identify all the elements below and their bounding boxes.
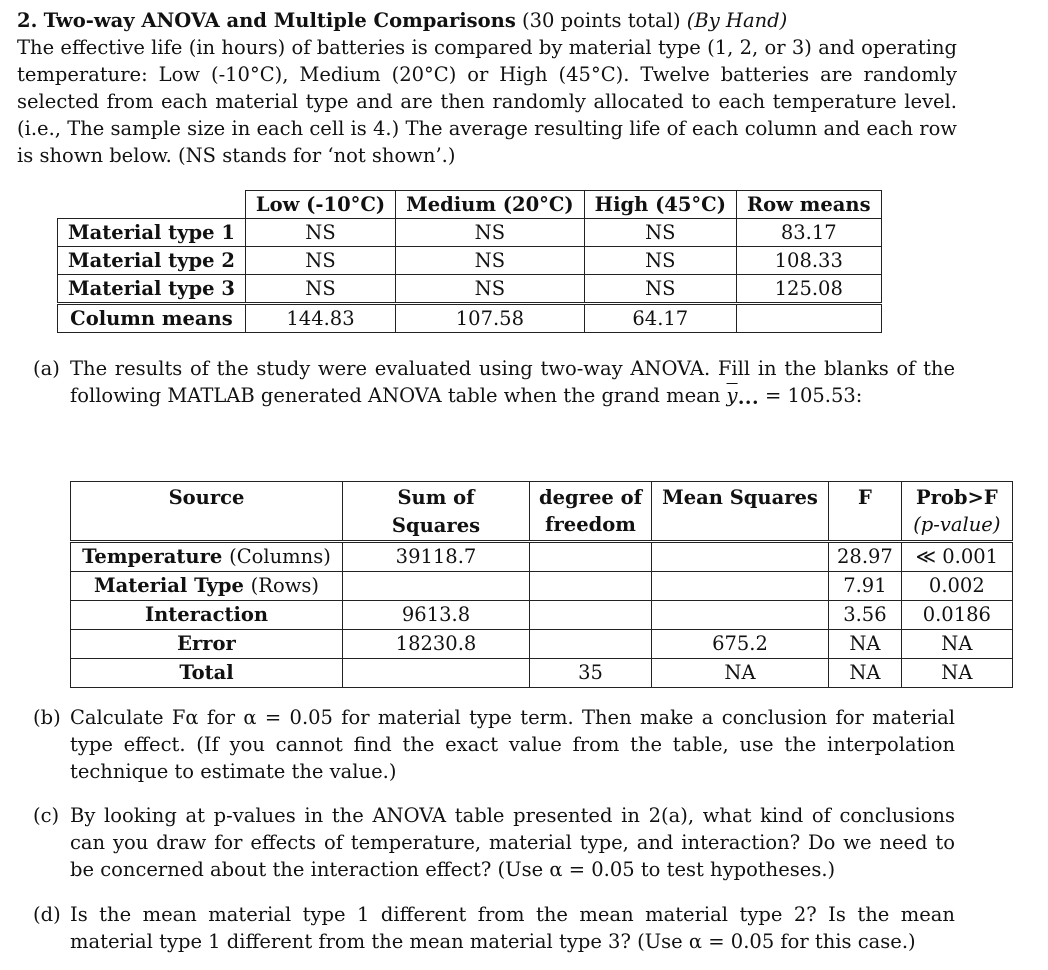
anova-row-interaction xyxy=(71,601,1013,630)
anova-ms-cell: NA xyxy=(652,659,829,688)
anova-source-name: Material Type xyxy=(93,574,244,597)
means-cell: NS xyxy=(584,247,736,275)
anova-source-name: Total xyxy=(179,661,234,684)
means-row-material-3 xyxy=(58,275,882,304)
part-d-label: (d) xyxy=(33,903,61,926)
anova-header-df-line1: degree of xyxy=(539,486,642,509)
column-mean-cell: 144.83 xyxy=(245,304,395,333)
anova-header-df-line2: freedom xyxy=(545,513,636,536)
problem-mode: (By Hand) xyxy=(686,9,788,32)
problem-intro xyxy=(17,34,957,169)
part-a-paragraph xyxy=(70,355,955,417)
anova-p-cell: NA xyxy=(901,659,1012,688)
means-corner-cell xyxy=(58,191,246,219)
means-row-label: Material type 3 xyxy=(58,275,246,304)
column-means-label: Column means xyxy=(58,304,246,333)
anova-ss-cell xyxy=(343,659,530,688)
intro-paragraph: The effective life (in hours) of batteries is compared by material type (1, 2, or 3) and operating temperature: Low (-10°C), Medium (20°C) or High (45°C). Twelve batteries are randomly selected from each material type and are then randomly allocated to each temperature level. (i.e., The sample size in each cell is 4.) The average resulting life of each column and each row is shown below. (NS stands for ‘not shown’.) xyxy=(17,36,957,167)
anova-header-row xyxy=(71,482,1013,542)
anova-source-name: Interaction xyxy=(144,603,269,626)
means-header-row-means: Row means xyxy=(736,191,881,219)
means-cell: NS xyxy=(584,275,736,304)
part-d-paragraph: Is the mean material type 1 different from the mean material type 2? Is the mean material type 1 different from the mean material type 3? (Use α = 0.05 for this case.) xyxy=(70,903,955,953)
part-c-paragraph: By looking at p-values in the ANOVA table presented in 2(a), what kind of conclusions can you draw for effects of temperature, material type, and interaction? Do we need to be concerned about the interaction effect? (Use α = 0.05 to test hypotheses.) xyxy=(70,804,955,881)
means-cell: NS xyxy=(396,247,585,275)
anova-table xyxy=(70,481,1013,688)
problem-title: Two-way ANOVA and Multiple Comparisons xyxy=(43,9,516,32)
anova-header-prob-line2: (p-value) xyxy=(913,513,1001,536)
means-cell: NS xyxy=(245,219,395,247)
part-b-label: (b) xyxy=(33,706,61,729)
means-table xyxy=(57,190,882,333)
means-cell: NS xyxy=(396,219,585,247)
anova-header-df xyxy=(530,482,652,542)
anova-p-cell: 0.002 xyxy=(901,572,1012,601)
anova-source-name: Temperature xyxy=(82,545,223,568)
anova-ms-cell: 675.2 xyxy=(652,630,829,659)
means-header-low: Low (-10°C) xyxy=(245,191,395,219)
anova-source-name: Error xyxy=(177,632,236,655)
anova-header-prob-line1: Prob>F xyxy=(915,486,998,509)
anova-row-error xyxy=(71,630,1013,659)
means-cell: NS xyxy=(245,275,395,304)
means-cell: NS xyxy=(584,219,736,247)
means-row-material-1 xyxy=(58,219,882,247)
column-mean-cell: 107.58 xyxy=(396,304,585,333)
problem-points: (30 points total) xyxy=(522,9,681,32)
anova-header-ms: Mean Squares xyxy=(652,482,829,542)
column-mean-cell xyxy=(736,304,881,333)
anova-f-cell: 7.91 xyxy=(829,572,902,601)
anova-f-cell: NA xyxy=(829,630,902,659)
part-c-body xyxy=(70,802,955,883)
anova-ms-cell xyxy=(652,542,829,572)
column-mean-cell: 64.17 xyxy=(584,304,736,333)
anova-row-total xyxy=(71,659,1013,688)
means-header-row xyxy=(58,191,882,219)
anova-df-cell: 35 xyxy=(530,659,652,688)
anova-source-paren: (Columns) xyxy=(229,545,331,568)
anova-ss-cell: 18230.8 xyxy=(343,630,530,659)
anova-row-material xyxy=(71,572,1013,601)
anova-source-paren: (Rows) xyxy=(250,574,320,597)
anova-ss-cell xyxy=(343,572,530,601)
means-cell-row-mean: 125.08 xyxy=(736,275,881,304)
means-row-label: Material type 2 xyxy=(58,247,246,275)
means-row-column-means xyxy=(58,304,882,333)
anova-source-cell xyxy=(71,572,343,601)
anova-source-cell xyxy=(71,601,343,630)
means-header-medium: Medium (20°C) xyxy=(396,191,585,219)
part-a-text-after: = 105.53: xyxy=(758,384,863,407)
part-b-body xyxy=(70,704,955,785)
part-d-body xyxy=(70,901,955,955)
anova-row-temperature xyxy=(71,542,1013,572)
anova-source-cell xyxy=(71,630,343,659)
grand-mean-symbol: $\overline{y}$ xyxy=(726,384,738,407)
anova-header-f: F xyxy=(829,482,902,542)
anova-ss-cell: 9613.8 xyxy=(343,601,530,630)
anova-header-prob xyxy=(901,482,1012,542)
means-cell: NS xyxy=(245,247,395,275)
anova-f-cell: NA xyxy=(829,659,902,688)
problem-number: 2. xyxy=(17,9,38,32)
anova-header-ss: Sum of Squares xyxy=(343,482,530,542)
part-b-paragraph: Calculate Fα for α = 0.05 for material type term. Then make a conclusion for material type effect. (If you cannot find the exact value from the table, use the interpolation technique to estimate the value.) xyxy=(70,706,955,783)
means-cell-row-mean: 108.33 xyxy=(736,247,881,275)
anova-ms-cell xyxy=(652,601,829,630)
anova-header-source: Source xyxy=(71,482,343,542)
means-header-high: High (45°C) xyxy=(584,191,736,219)
part-a-label: (a) xyxy=(33,357,60,380)
anova-ms-cell xyxy=(652,572,829,601)
means-row-material-2 xyxy=(58,247,882,275)
means-cell-row-mean: 83.17 xyxy=(736,219,881,247)
anova-source-cell xyxy=(71,659,343,688)
anova-p-cell: NA xyxy=(901,630,1012,659)
anova-df-cell xyxy=(530,601,652,630)
anova-f-cell: 3.56 xyxy=(829,601,902,630)
part-a-text xyxy=(70,355,955,417)
part-c-label: (c) xyxy=(33,804,60,827)
means-row-label: Material type 1 xyxy=(58,219,246,247)
anova-p-cell: 0.0186 xyxy=(901,601,1012,630)
part-a-text-before: The results of the study were evaluated using two-way ANOVA. Fill in the blanks of the following MATLAB generated ANOVA table when the grand mean xyxy=(70,357,955,407)
anova-source-cell xyxy=(71,542,343,572)
grand-mean-subscript: ••• xyxy=(737,395,759,410)
anova-df-cell xyxy=(530,630,652,659)
problem-heading xyxy=(17,7,962,34)
anova-ss-cell: 39118.7 xyxy=(343,542,530,572)
anova-df-cell xyxy=(530,572,652,601)
anova-p-cell: ≪ 0.001 xyxy=(901,542,1012,572)
anova-f-cell: 28.97 xyxy=(829,542,902,572)
anova-df-cell xyxy=(530,542,652,572)
means-cell: NS xyxy=(396,275,585,304)
